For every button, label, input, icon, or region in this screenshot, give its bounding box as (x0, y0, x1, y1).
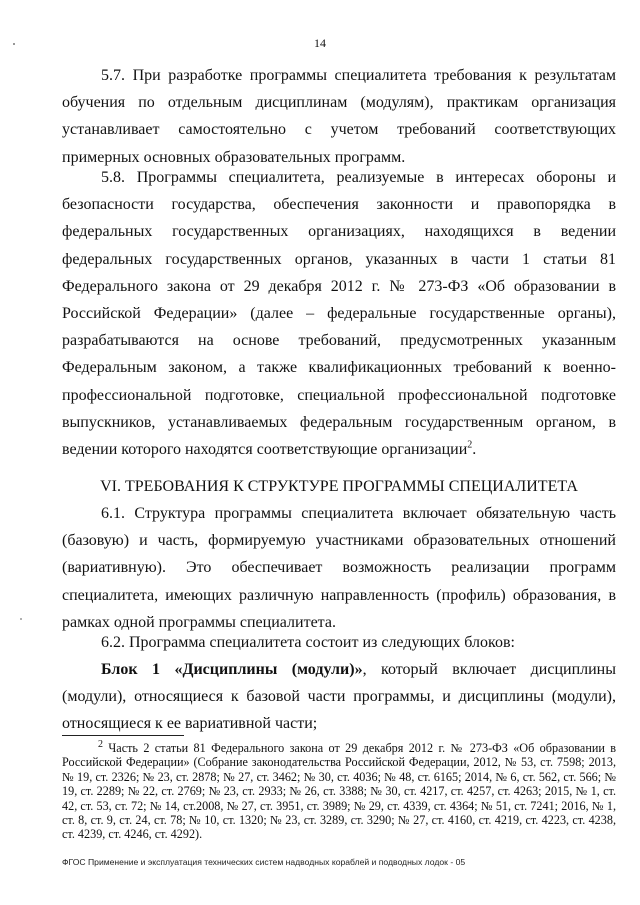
paragraph-5-8-period: . (472, 441, 477, 459)
paragraph-5-8 (62, 164, 616, 463)
footnote-container (62, 738, 616, 842)
paragraph-block-1-container (62, 656, 616, 738)
footnote (62, 738, 616, 842)
page-number: 14 (314, 36, 326, 50)
page-footer: ФГОС Применение и эксплуатация технических систем надводных кораблей и подводных лодок - 05 (62, 857, 466, 867)
paragraph-6-2-text: 6.2. Программа специалитета состоит из следующих блоков: (101, 634, 515, 651)
block-1-title: Блок 1 «Дисциплины (модули)» (101, 661, 363, 678)
paragraph-5-8-container (62, 164, 616, 463)
paragraph-6-1 (62, 500, 616, 636)
scan-speck (20, 618, 22, 620)
section-heading: VI. ТРЕБОВАНИЯ К СТРУКТУРЕ ПРОГРАММЫ СПЕЦИАЛИТЕТА (100, 478, 578, 495)
paragraph-5-7-text: 5.7. При разработке программы специалитета требования к результатам обучения по отдельным дисциплинам (модулям), практикам организация устанавливает самостоятельно с учетом требований соответствующих примерных основных образовательных программ. (62, 67, 616, 166)
block-1-text: , который включает дисциплины (модули), относящиеся к базовой части программы, и дисциплины (модули), относящиеся к ее вариативной части; (62, 661, 616, 733)
paragraph-5-7 (62, 62, 616, 171)
paragraph-block-1 (62, 656, 616, 738)
paragraph-6-2 (62, 629, 616, 656)
footnote-reference: 2 (467, 439, 473, 451)
footnote-divider (62, 735, 184, 736)
paragraph-5-8-text: 5.8. Программы специалитета, реализуемые в интересах обороны и безопасности государства, обеспечения законности и правопорядка в федеральных государственных организациях, находящихся в ведении федеральных государственных органов, указанных в части 1 статьи 81 Федерального закона от 29 декабря 2012 г. № 273-ФЗ «Об образовании в Российской Федерации» (далее – федеральные государственные органы), разрабатываются на основе требований, предусмотренных указанным Федеральным законом, а также квалификационных требований к военно-профессиональной подготовке, специальной профессиональной подготовке выпускников, устанавливаемых федеральным государственным органом, в ведении которого находятся соответствующие организации (62, 169, 616, 459)
footnote-text: Часть 2 статьи 81 Федерального закона от 29 декабря 2012 г. № 273-ФЗ «Об образовании в Российской Федерации» (Собрание законодательства Российской Федерации, 2012, № 53, ст. 7598; 2013, № 19, ст. 2326; № 23, ст. 2878; № 27, ст. 3462; № 30, ст. 4036; № 48, ст. 6165; 2014, № 6, ст. 562, ст. 566; № 19, ст. 2289; № 22, ст. 2769; № 23, ст. 2933; № 26, ст. 3388; № 30, ст. 4217, ст. 4257, ст. 4263; 2015, № 1, ст. 42, ст. 53, ст. 72; № 14, ст.2008, № 27, ст. 3951, ст. 3989; № 29, ст. 4339, ст. 4364; № 51, ст. 7241; 2016, № 1, ст. 8, ст. 9, ст. 24, ст. 78; № 10, ст. 1320; № 23, ст. 3289, ст. 3290; № 27, ст. 4160, ст. 4219, ст. 4223, ст. 4238, ст. 4239, ст. 4246, ст. 4292). (62, 741, 616, 842)
paragraph-6-1-text: 6.1. Структура программы специалитета включает обязательную часть (базовую) и часть, формируемую участниками образовательных отношений (вариативную). Это обеспечивает возможность реализации программ специалитета, имеющих различную направленность (профиль) образования, в рамках одной программы специалитета. (62, 505, 616, 631)
footnote-number: 2 (98, 738, 103, 750)
